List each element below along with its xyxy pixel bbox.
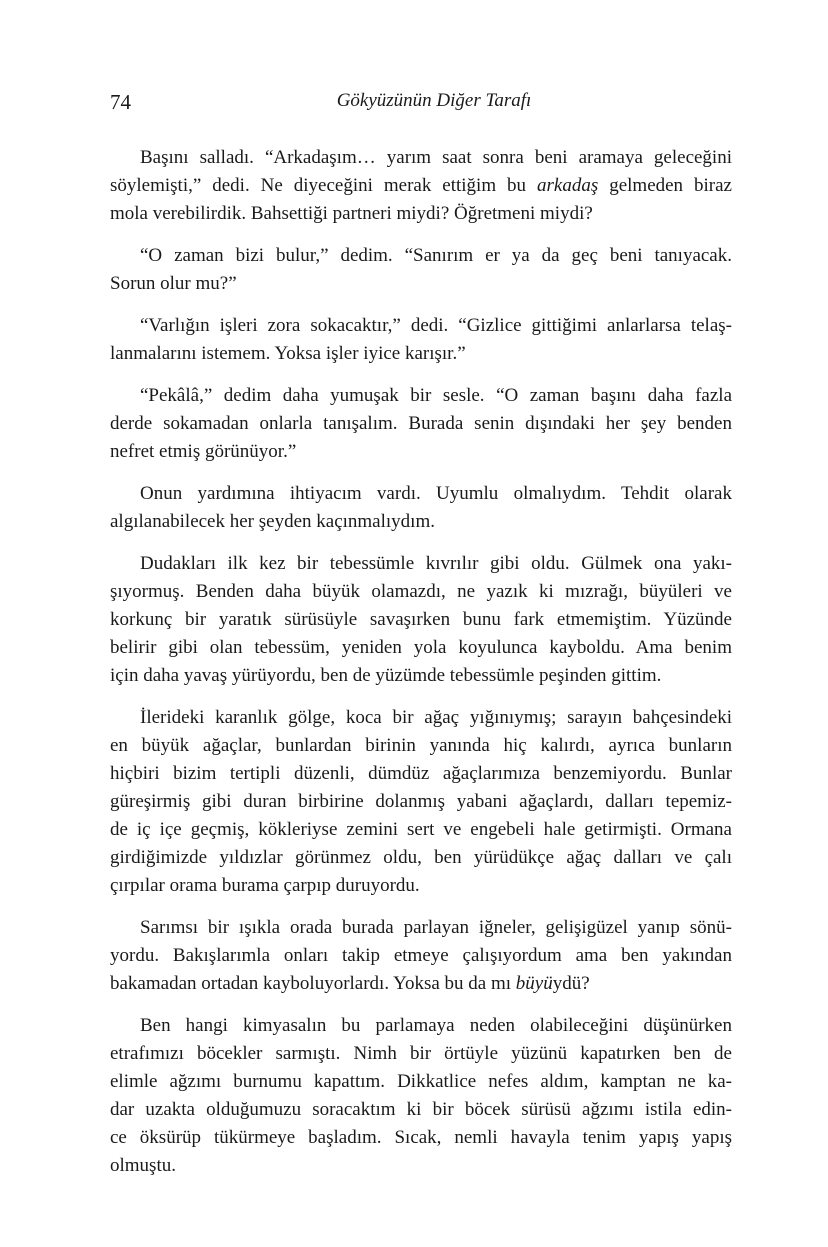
text-line bbox=[110, 340, 732, 368]
text-line bbox=[110, 550, 732, 578]
text-line bbox=[110, 634, 732, 662]
text-line bbox=[110, 606, 732, 634]
text-segment: gelmeden biraz bbox=[598, 175, 732, 196]
text-line bbox=[110, 312, 732, 340]
text-segment: güreşirmiş gibi duran birbirine dolanmış yabani ağaçlardı, dalları tepemiz- bbox=[110, 791, 732, 812]
text-segment: en büyük ağaçlar, bunlardan birinin yanında hiç kalırdı, ayrıca bunların bbox=[110, 735, 732, 756]
text-segment: Başını salladı. “Arkadaşım… yarım saat sonra beni aramaya geleceğini bbox=[140, 147, 732, 168]
text-segment: Onun yardımına ihtiyacım vardı. Uyumlu olmalıydım. Tehdit olarak bbox=[140, 483, 732, 504]
text-segment: Ben hangi kimyasalın bu parlamaya neden olabileceğini düşünürken bbox=[140, 1015, 732, 1036]
text-segment: de iç içe geçmiş, kökleriyse zemini sert ve engebeli hale getirmişti. Ormana bbox=[110, 819, 732, 840]
text-segment: Sarımsı bir ışıkla orada burada parlayan iğneler, gelişigüzel yanıp sönü- bbox=[140, 917, 732, 938]
text-line bbox=[110, 942, 732, 970]
text-segment: derde sokamadan onlarla tanışalım. Burada senin dışındaki her şey benden bbox=[110, 413, 732, 434]
page-number: 74 bbox=[110, 90, 131, 114]
paragraph bbox=[110, 312, 732, 368]
paragraph bbox=[110, 914, 732, 998]
text-segment: nefret etmiş görünüyor.” bbox=[110, 441, 297, 462]
text-line bbox=[110, 1012, 732, 1040]
text-segment: bakamadan ortadan kayboluyorlardı. Yoksa bu da mı bbox=[110, 973, 516, 994]
text-segment: İlerideki karanlık gölge, koca bir ağaç yığınıymış; sarayın bahçesindeki bbox=[140, 707, 732, 728]
text-line bbox=[110, 816, 732, 844]
text-line bbox=[110, 144, 732, 172]
text-line bbox=[110, 382, 732, 410]
text-line bbox=[110, 844, 732, 872]
text-segment: yordu. Bakışlarımla onları takip etmeye çalışıyordum ama ben yakından bbox=[110, 945, 732, 966]
text-line bbox=[110, 242, 732, 270]
text-segment: mola verebilirdik. Bahsettiği partneri miydi? Öğretmeni miydi? bbox=[110, 203, 593, 224]
text-line bbox=[110, 970, 732, 998]
text-segment: ydü? bbox=[552, 973, 590, 994]
paragraph bbox=[110, 480, 732, 536]
text-line bbox=[110, 914, 732, 942]
paragraph bbox=[110, 550, 732, 690]
paragraph bbox=[110, 382, 732, 466]
text-segment: olmuştu. bbox=[110, 1155, 176, 1176]
text-segment: “O zaman bizi bulur,” dedim. “Sanırım er ya da geç beni tanıyacak. bbox=[140, 245, 732, 266]
paragraph bbox=[110, 704, 732, 900]
italic-text: büyü bbox=[515, 973, 553, 994]
text-segment: Sorun olur mu?” bbox=[110, 273, 237, 294]
text-segment: dar uzakta olduğumuzu soracaktım ki bir böcek sürüsü ağzımı istila edin- bbox=[110, 1099, 732, 1120]
text-segment: şıyormuş. Benden daha büyük olamazdı, ne yazık ki mızrağı, büyüleri ve bbox=[110, 581, 732, 602]
text-line bbox=[110, 1096, 732, 1124]
text-segment: çırpılar orama burama çarpıp duruyordu. bbox=[110, 875, 420, 896]
text-segment: girdiğimizde yıldızlar görünmez oldu, ben yürüdükçe ağaç dalları ve çalı bbox=[110, 847, 732, 868]
text-segment: algılanabilecek her şeyden kaçınmalıydım. bbox=[110, 511, 435, 532]
running-title: Gökyüzünün Diğer Tarafı bbox=[336, 90, 532, 111]
text-line bbox=[110, 1124, 732, 1152]
text-line bbox=[110, 438, 732, 466]
body-text bbox=[110, 144, 732, 1194]
paragraph bbox=[110, 144, 732, 228]
text-segment: “Varlığın işleri zora sokacaktır,” dedi. “Gizlice gittiğimi anlarlarsa telaş- bbox=[140, 315, 732, 336]
text-segment: belirir gibi olan tebessüm, yeniden yola koyulunca kayboldu. Ama benim bbox=[110, 637, 732, 658]
text-line bbox=[110, 732, 732, 760]
italic-text: arkadaş bbox=[537, 175, 599, 196]
text-line bbox=[110, 1152, 732, 1180]
text-line bbox=[110, 410, 732, 438]
text-line bbox=[110, 760, 732, 788]
text-segment: “Pekâlâ,” dedim daha yumuşak bir sesle. “O zaman başını daha fazla bbox=[140, 385, 732, 406]
text-line bbox=[110, 1068, 732, 1096]
text-line bbox=[110, 872, 732, 900]
text-line bbox=[110, 578, 732, 606]
text-segment: söylemişti,” dedi. Ne diyeceğini merak ettiğim bu bbox=[110, 175, 538, 196]
text-line bbox=[110, 508, 732, 536]
text-segment: elimle ağzımı burnumu kapattım. Dikkatlice nefes aldım, kamptan ne ka- bbox=[110, 1071, 732, 1092]
text-segment: korkunç bir yaratık sürüsüyle savaşırken bunu fark etmemiştim. Yüzünde bbox=[110, 609, 732, 630]
text-segment: hiçbiri bizim tertipli düzenli, dümdüz ağaçlarımıza benzemiyordu. Bunlar bbox=[110, 763, 732, 784]
paragraph bbox=[110, 1012, 732, 1180]
text-segment: Dudakları ilk kez bir tebessümle kıvrılır gibi oldu. Gülmek ona yakı- bbox=[140, 553, 732, 574]
text-line bbox=[110, 480, 732, 508]
text-segment: ce öksürüp tükürmeye başladım. Sıcak, nemli havayla tenim yapış yapış bbox=[110, 1127, 732, 1148]
text-line bbox=[110, 1040, 732, 1068]
text-segment: etrafımızı böcekler sarmıştı. Nimh bir örtüyle yüzünü kapatırken ben de bbox=[110, 1043, 732, 1064]
text-line bbox=[110, 270, 732, 298]
text-segment: lanmalarını istemem. Yoksa işler iyice karışır.” bbox=[110, 343, 466, 364]
text-line bbox=[110, 172, 732, 200]
paragraph bbox=[110, 242, 732, 298]
text-line bbox=[110, 788, 732, 816]
text-line bbox=[110, 704, 732, 732]
text-line bbox=[110, 200, 732, 228]
text-line bbox=[110, 662, 732, 690]
text-segment: için daha yavaş yürüyordu, ben de yüzümde tebessümle peşinden gittim. bbox=[110, 665, 662, 686]
